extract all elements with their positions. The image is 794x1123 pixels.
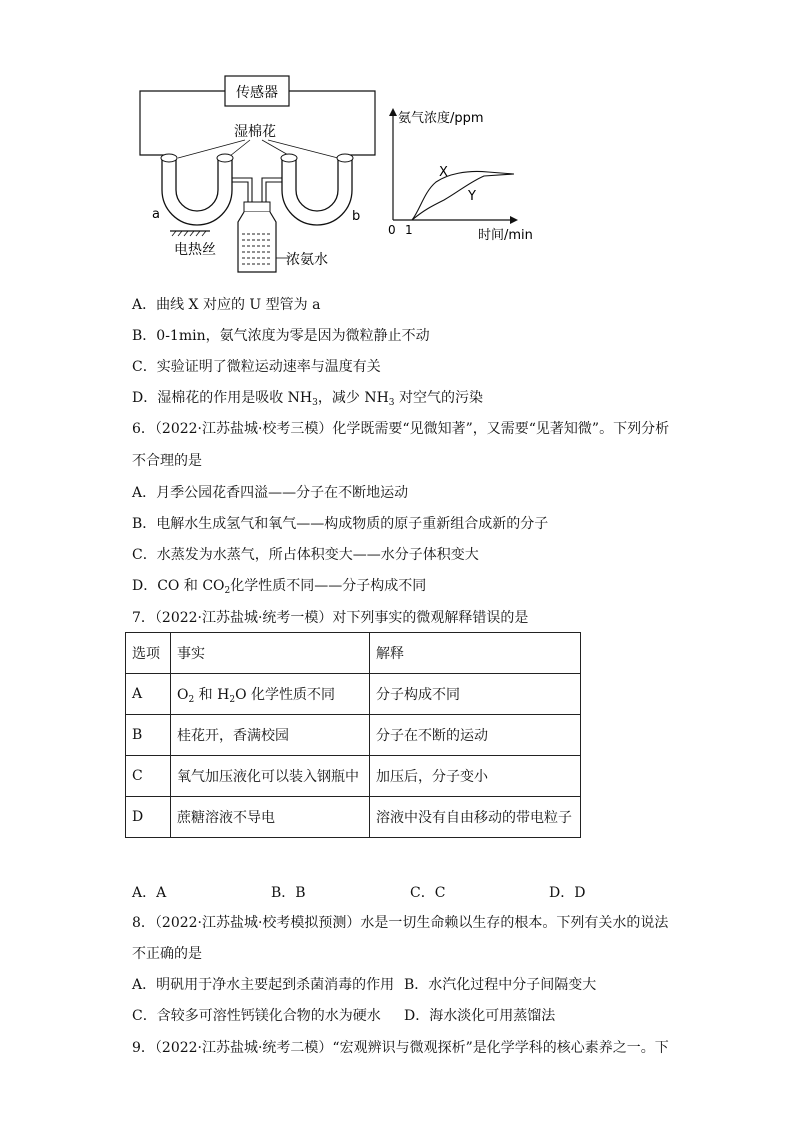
q8-option-a: A．明矾用于净水主要起到杀菌消毒的作用: [132, 977, 395, 993]
sensor-label: 传感器: [236, 85, 278, 101]
q7-stem: 7．（2022·江苏盐城·统考一模）对下列事实的微观解释错误的是: [132, 610, 529, 626]
concentration-graph: [384, 100, 533, 245]
table-row: [126, 715, 581, 756]
curve-x-label: X: [439, 165, 448, 180]
table-header-row: [126, 633, 581, 674]
q6-stem-line2: 不合理的是: [132, 453, 202, 469]
row-option: D: [126, 797, 171, 838]
q8-option-d: D．海水淡化可用蒸馏法: [404, 1008, 556, 1024]
table-row: [126, 674, 581, 715]
q7-answer-b: B．B: [271, 885, 306, 901]
table-row: [126, 797, 581, 838]
cotton-label: 湿棉花: [234, 124, 276, 140]
q5-option-a: A．曲线 X 对应的 U 型管为 a: [132, 297, 321, 313]
q8-stem-line2: 不正确的是: [132, 946, 202, 962]
table-row: [126, 756, 581, 797]
q6-option-b: B．电解水生成氢气和氧气——构成物质的原子重新组合成新的分子: [132, 516, 549, 532]
row-explanation: 分子在不断的运动: [370, 715, 581, 756]
q5-option-d: D．湿棉花的作用是吸收 $NH_3$，减少 $NH_3$ 对空气的污染: [132, 390, 483, 408]
graph-x-label: 时间/min: [478, 228, 533, 243]
header-explanation: 解释: [370, 633, 581, 674]
header-fact: 事实: [171, 633, 370, 674]
q7-answer-c: C．C: [410, 885, 446, 901]
tube-a-label: a: [152, 207, 160, 222]
q5-option-c: C．实验证明了微粒运动速率与温度有关: [132, 359, 381, 375]
row-fact: 氧气加压液化可以装入钢瓶中: [171, 756, 370, 797]
row-fact: $O_2$ 和 $H_2O$ 化学性质不同: [171, 674, 370, 715]
row-fact: 桂花开，香满校园: [171, 715, 370, 756]
q6-option-d: D．CO 和 $CO_2$化学性质不同——分子构成不同: [132, 578, 427, 596]
q9-stem-line1: 9．（2022·江苏盐城·统考二模）“宏观辨识与微观探析”是化学学科的核心素养之一。下: [132, 1040, 669, 1056]
q5-option-b: B．0-1min，氨气浓度为零是因为微粒静止不动: [132, 328, 430, 344]
row-explanation: 溶液中没有自由移动的带电粒子: [370, 797, 581, 838]
row-option: C: [126, 756, 171, 797]
q8-option-b: B．水汽化过程中分子间隔变大: [404, 977, 597, 993]
q6-option-c: C．水蒸发为水蒸气，所占体积变大——水分子体积变大: [132, 547, 479, 563]
apparatus-diagram: [130, 70, 390, 280]
q7-table: [125, 632, 581, 838]
tube-b-label: b: [352, 209, 361, 224]
tick-1: 1: [405, 223, 413, 237]
tick-0: 0: [388, 223, 396, 237]
q6-stem-line1: 6．（2022·江苏盐城·校考三模）化学既需要“见微知著”，又需要“见著知微”。下列分析: [132, 421, 670, 437]
ammonia-label: 浓氨水: [286, 252, 328, 268]
curve-x: [393, 171, 514, 220]
q7-answer-d: D．D: [549, 885, 586, 901]
row-option: B: [126, 715, 171, 756]
curve-y: [412, 174, 514, 220]
graph-y-label: 氨气浓度/ppm: [398, 111, 484, 126]
header-option: 选项: [126, 633, 171, 674]
row-fact: 蔗糖溶液不导电: [171, 797, 370, 838]
q8-stem-line1: 8．（2022·江苏盐城·校考模拟预测）水是一切生命赖以生存的根本。下列有关水的说法: [132, 915, 669, 931]
row-explanation: 加压后，分子变小: [370, 756, 581, 797]
q6-option-a: A．月季公园花香四溢——分子在不断地运动: [132, 485, 409, 501]
row-explanation: 分子构成不同: [370, 674, 581, 715]
heater-label: 电热丝: [174, 242, 216, 258]
row-option: A: [126, 674, 171, 715]
q8-option-c: C．含较多可溶性钙镁化合物的水为硬水: [132, 1008, 381, 1024]
curve-y-label: Y: [468, 189, 476, 204]
q7-answer-a: A．A: [132, 885, 167, 901]
